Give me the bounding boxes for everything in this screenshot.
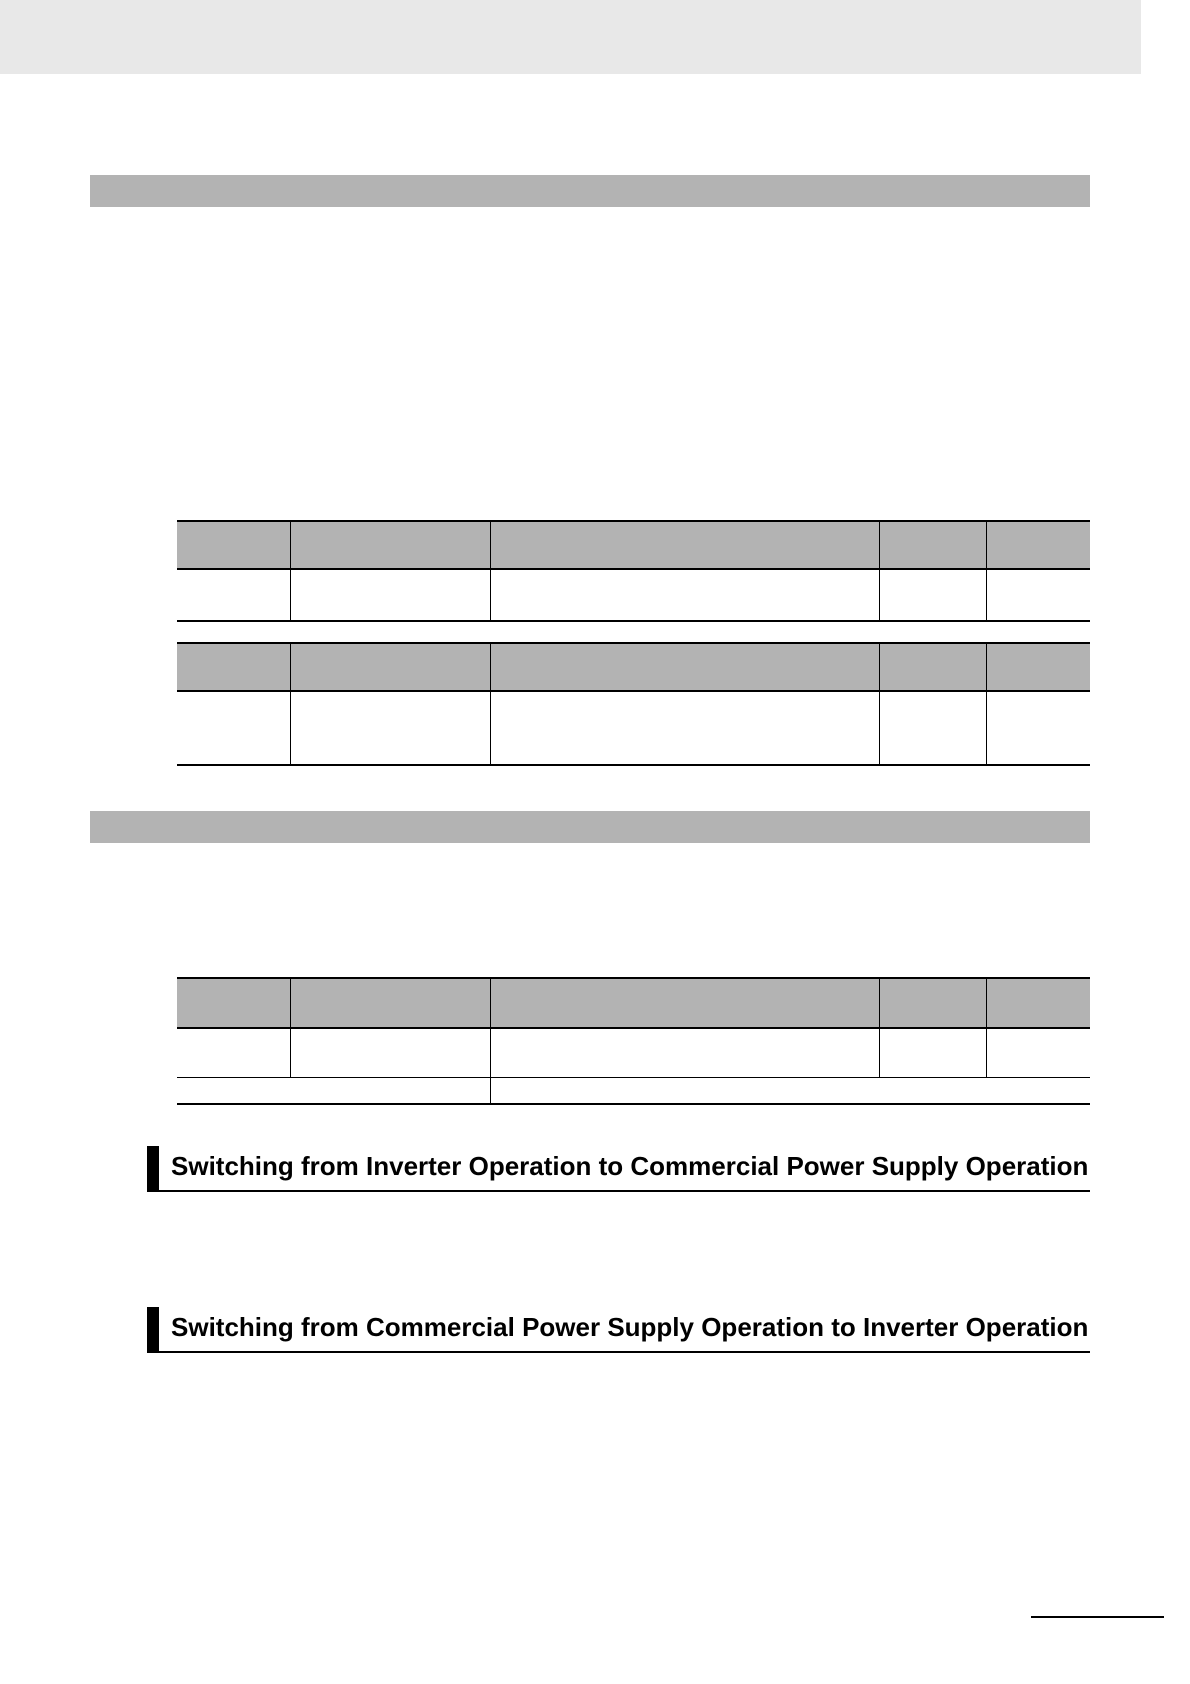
- table-header-cell: [879, 521, 986, 569]
- parameter-table-1: [177, 520, 1090, 622]
- table-header-cell: [290, 978, 490, 1028]
- table-header-cell: [490, 643, 879, 691]
- table-header-row: [177, 978, 1090, 1028]
- heading-marker-bar: [147, 1307, 159, 1351]
- table-header-row: [177, 643, 1090, 691]
- table-cell: [879, 691, 986, 765]
- table-header-cell: [986, 521, 1090, 569]
- table-cell: [177, 569, 290, 621]
- table-header-cell: [490, 521, 879, 569]
- table-cell: [290, 1028, 490, 1077]
- table-cell: [290, 691, 490, 765]
- table-cell: [177, 691, 290, 765]
- table-header-cell: [177, 643, 290, 691]
- table-cell: [290, 569, 490, 621]
- table-cell: [177, 1077, 490, 1104]
- section-heading-bar-2: [90, 811, 1090, 843]
- table-header-cell: [879, 978, 986, 1028]
- table-row: [177, 691, 1090, 765]
- table-note-row: [177, 1077, 1090, 1104]
- table-header-cell: [177, 978, 290, 1028]
- subsection-heading-commercial-to-inverter: [147, 1307, 1090, 1353]
- page-header-band: [0, 0, 1141, 74]
- table-header-cell: [879, 643, 986, 691]
- table-cell: [879, 569, 986, 621]
- table-cell: [490, 1028, 879, 1077]
- table-cell: [986, 1028, 1090, 1077]
- subsection-heading-inverter-to-commercial: [147, 1146, 1090, 1192]
- subsection-title: Switching from Commercial Power Supply Operation to Inverter Operation: [171, 1312, 1089, 1342]
- table-cell: [986, 691, 1090, 765]
- table-cell: [177, 1028, 290, 1077]
- table-cell: [986, 569, 1090, 621]
- parameter-table-2: [177, 642, 1090, 766]
- table-row: [177, 1028, 1090, 1077]
- table-header-cell: [490, 978, 879, 1028]
- table-row: [177, 569, 1090, 621]
- table-header-cell: [290, 643, 490, 691]
- table-header-row: [177, 521, 1090, 569]
- table-cell: [490, 1077, 1090, 1104]
- subsection-title: Switching from Inverter Operation to Commercial Power Supply Operation: [171, 1151, 1089, 1181]
- table-header-cell: [290, 521, 490, 569]
- table-header-cell: [177, 521, 290, 569]
- table-cell: [490, 569, 879, 621]
- table-cell: [879, 1028, 986, 1077]
- section-heading-bar-1: [90, 175, 1090, 207]
- table-header-cell: [986, 643, 1090, 691]
- footer-rule: [1031, 1616, 1164, 1618]
- table-cell: [490, 691, 879, 765]
- parameter-table-3: [177, 977, 1090, 1105]
- heading-marker-bar: [147, 1146, 159, 1190]
- table-header-cell: [986, 978, 1090, 1028]
